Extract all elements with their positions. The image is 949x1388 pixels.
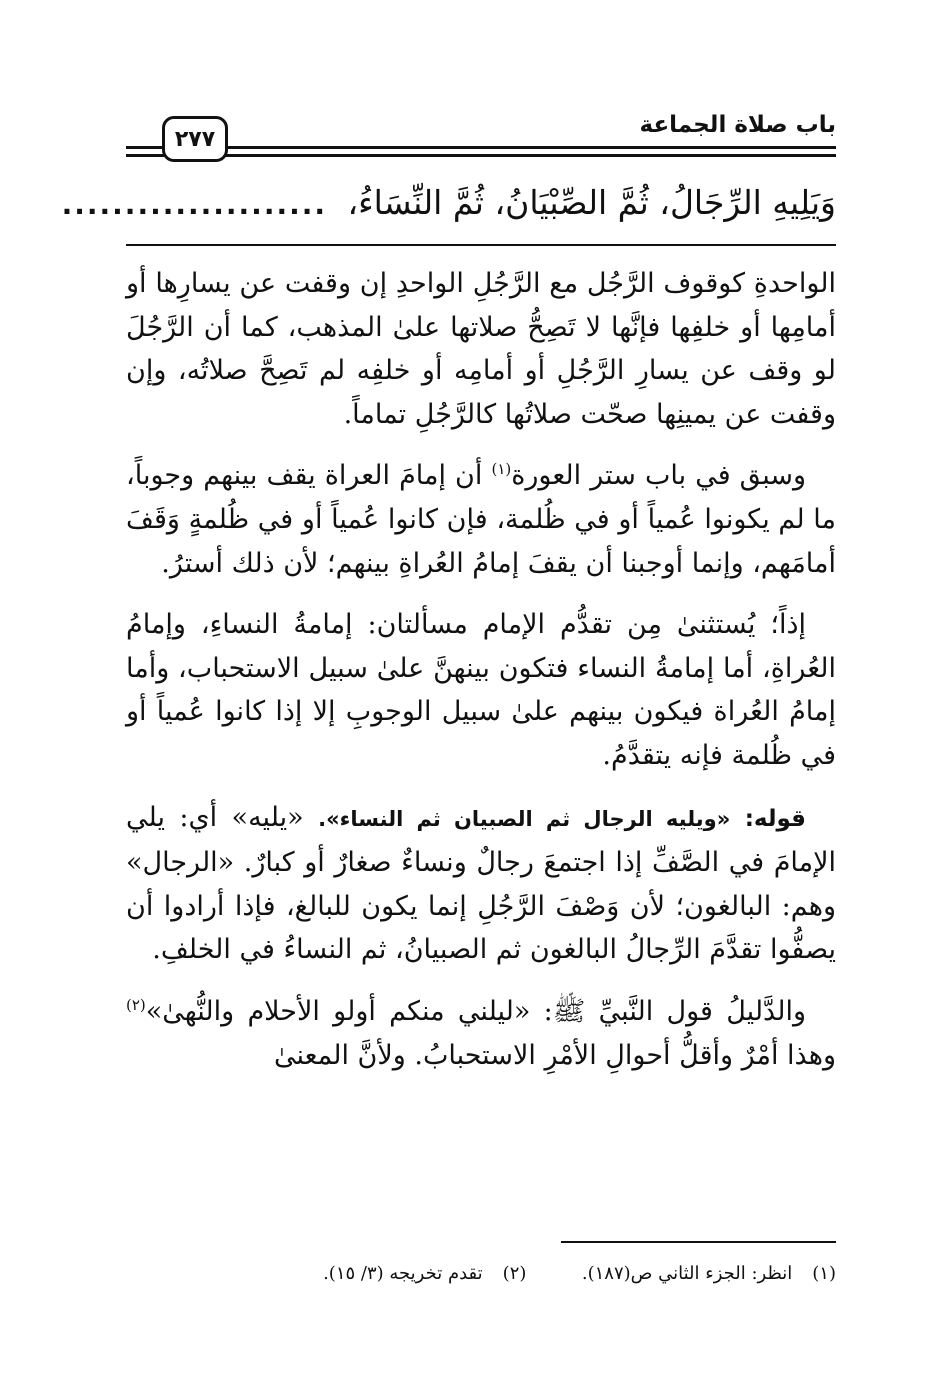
footnote-1 (582, 1260, 836, 1288)
paragraph-4-text: «يليه» أي: يلي الإمامَ في الصَّفِّ إذا اجتمعَ رجالٌ ونساءٌ صغارٌ أو كبارٌ. «الرجال» وهم: البالغون؛ لأن وَصْفَ الرَّجُلِ إنما يكون للبالغ، فإذا أرادوا أن يصفُّوا تقدَّمَ الرِّجالُ البالغون ثم الصبيانُ، ثم النساءُ في الخلفِ. (126, 801, 836, 966)
header-rule-bottom (126, 154, 836, 157)
matn-quote: «ويليه الرجال ثم الصبيان ثم النساء». (318, 806, 731, 831)
footnotes (126, 1260, 836, 1288)
qawluhu-label: قوله: (744, 805, 806, 832)
footnote-2-text: تقدم تخريجه (٣/ ١٥). (323, 1263, 483, 1284)
paragraph-4 (126, 796, 836, 972)
paragraph-1: الواحدةِ كوقوف الرَّجُل مع الرَّجُلِ الواحدِ إن وقفت عن يسارِها أو أمامِها أو خلفِها فإنَّها لا تَصِحُّ صلاتها علىٰ المذهب، كما أن الرَّجُلَ لو وقف عن يسارِ الرَّجُلِ أو أمامِه أو خلفِه لم تَصِحَّ صلاتُه، وإن وقفت عن يمينِها صحّت صلاتُها كالرَّجُلِ تماماً. (126, 268, 836, 430)
footnote-ref-1: (١) (491, 460, 512, 479)
paragraph-5-text-b: وهذا أمْرٌ وأقلُّ أحوالِ الأمْرِ الاستحبابُ. ولأنَّ المعنىٰ (273, 1039, 836, 1071)
paragraph-5 (126, 990, 836, 1077)
footnote-ref-2: (٢) (126, 995, 146, 1014)
paragraph-2-text-a: وسبق في باب ستر العورة (511, 460, 806, 492)
matn-line (61, 180, 836, 228)
chapter-title: باب صلاة الجماعة (639, 112, 836, 138)
paragraph-3: إذاً؛ يُستثنىٰ مِن تقدُّم الإمام مسألتان: إمامةُ النساءِ، وإمامُ العُراةِ، أما إمامةُ النساء فتكون بينهنَّ علىٰ سبيل الاستحباب، وأما إمامُ العُراة فيكون بينهم علىٰ سبيل الوجوبِ إلا إذا كانوا عُمياً أو في ظُلمة فإنه يتقدَّمُ. (126, 609, 836, 771)
footnote-1-number: (١) (812, 1263, 836, 1284)
paragraph-2-text-b: أن إمامَ العراة يقف بينهم وجوباً، ما لم يكونوا عُمياً أو في ظُلمة، فإن كانوا عُمياً أو في ظُلمةٍ وَقَفَ أمامَهم، وإنما أوجبنا أن يقفَ إمامُ العُراةِ بينهم؛ لأن ذلك أسترُ. (126, 460, 836, 579)
footnote-1-text: انظر: الجزء الثاني ص(١٨٧). (581, 1263, 793, 1284)
footnote-divider (561, 1241, 836, 1243)
matn-divider (126, 244, 836, 246)
matn-dots: ..................... (61, 188, 327, 221)
header-rule-top (126, 146, 836, 149)
page-number-badge (162, 116, 228, 162)
page-number: ٢٧٧ (174, 126, 216, 152)
commentary-body (126, 262, 836, 1095)
paragraph-5-text-a: والدَّليلُ قول النَّبيِّ ﷺ: «ليلني منكم أولو الأحلام والنُّهىٰ» (145, 995, 806, 1027)
footnote-2 (323, 1260, 526, 1288)
matn-text: وَيَلِيهِ الرِّجَالُ، ثُمَّ الصِّبْيَانُ، ثُمَّ النِّسَاءُ، (347, 183, 836, 222)
paragraph-2 (126, 454, 836, 585)
footnote-2-number: (٢) (502, 1263, 527, 1284)
